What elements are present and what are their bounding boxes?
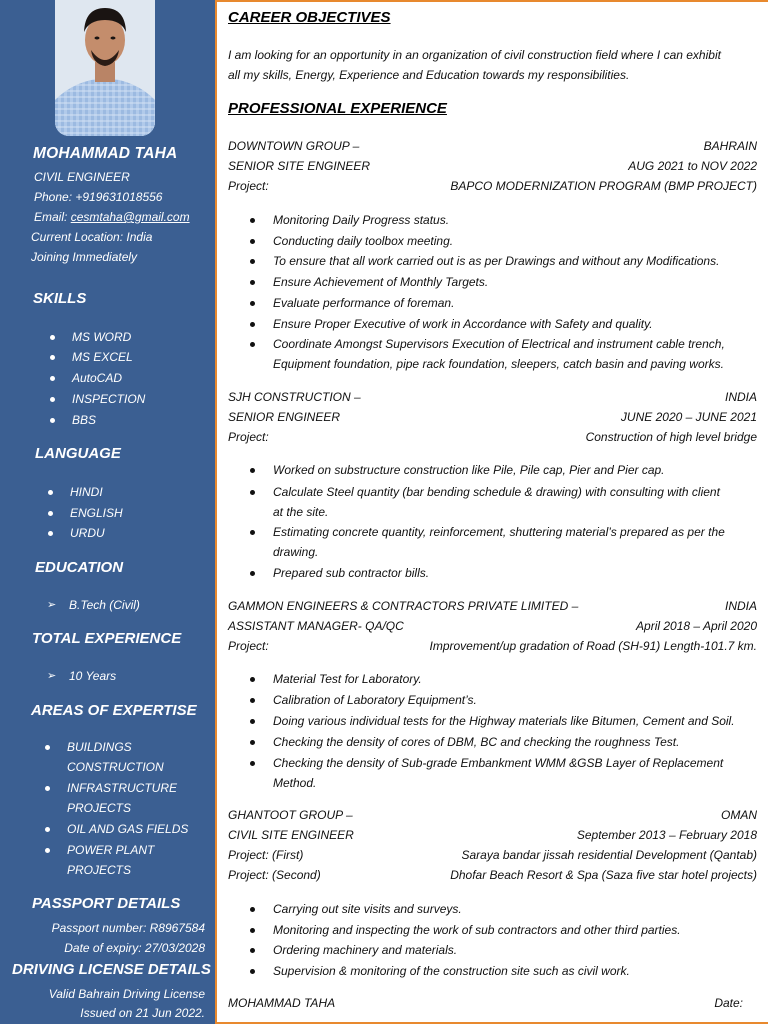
job-country: INDIA xyxy=(724,599,757,613)
job-role: CIVIL SITE ENGINEER xyxy=(228,828,354,842)
bullet-icon xyxy=(48,531,53,536)
license-heading: DRIVING LICENSE DETAILS xyxy=(12,961,211,978)
job-role-row xyxy=(228,156,757,176)
expertise-heading: AREAS OF EXPERTISE xyxy=(31,702,197,719)
license-line-1: Valid Bahrain Driving License xyxy=(48,987,205,1001)
list-item: Evaluate performance of foreman. xyxy=(250,293,752,313)
job-role-row xyxy=(228,616,757,636)
bullet-icon xyxy=(250,907,255,912)
expertise-item-cont: PROJECTS xyxy=(67,801,132,815)
bullet-icon xyxy=(250,740,255,745)
bullet-icon xyxy=(50,418,55,423)
bullet-icon xyxy=(250,322,255,327)
bullet-icon xyxy=(50,355,55,360)
list-item: Carrying out site visits and surveys. xyxy=(250,899,752,919)
project-label: Project: xyxy=(228,430,269,444)
current-location: Current Location: India xyxy=(31,230,153,244)
bullet-icon xyxy=(250,948,255,953)
bullet-icon xyxy=(250,218,255,223)
job-title: CIVIL ENGINEER xyxy=(34,170,130,184)
education-heading: EDUCATION xyxy=(35,559,124,576)
job-role-row xyxy=(228,407,757,427)
list-item: Monitoring Daily Progress status. xyxy=(250,210,752,230)
arrow-bullet-icon: ➢ xyxy=(47,670,57,682)
job-dates: JUNE 2020 – JUNE 2021 xyxy=(620,410,757,424)
candidate-name: MOHAMMAD TAHA xyxy=(33,145,178,162)
job-project-row xyxy=(228,865,757,885)
bullet-icon xyxy=(45,848,50,853)
career-objectives-line-1: I am looking for an opportunity in an organization of civil construction field where I can exhibit xyxy=(228,48,721,62)
email-label: Email: xyxy=(34,210,71,224)
bullet-icon xyxy=(250,468,255,473)
job-header-row xyxy=(228,136,757,156)
main-content xyxy=(215,0,768,1024)
bullet-icon xyxy=(250,571,255,576)
bullet-icon xyxy=(250,530,255,535)
sidebar: MOHAMMAD TAHA CIVIL ENGINEER Phone: +919631018556 Email: cesmtaha@gmail.com Current Location: India Joining Immediately SKILLS MS WORD MS EXCEL AutoCAD INSPECTION BBS LANGUAGE HINDI ENGLISH URDU EDUCATION ➢ B.Tech (Civil) TOTAL EXPERIENCE ➢ 10 Years AREAS OF EXPERTISE BUILDINGS CONSTRUCTION INFRASTRUCTURE PROJECTS OIL AND GAS FIELDS POWER PLANT PROJECTS PASSPORT DETAILS Passport number: R8967584 Date of expiry: 27/03/2028 DRIVING LICENSE DETAILS Valid Bahrain Driving License Issued on 21 Jun 2022. xyxy=(0,0,215,1024)
bullet-icon xyxy=(250,969,255,974)
job-project-row xyxy=(228,176,757,196)
list-item: Conducting daily toolbox meeting. xyxy=(250,231,752,251)
profile-photo xyxy=(55,0,155,136)
job-header-row xyxy=(228,805,757,825)
bullet-icon xyxy=(250,928,255,933)
job-project-row xyxy=(228,427,757,447)
email-line xyxy=(34,210,190,224)
bullet-icon xyxy=(250,342,255,347)
list-item: Checking the density of Sub-grade Embankment WMM &GSB Layer of Replacement Method. xyxy=(250,753,752,793)
bullet-icon xyxy=(48,511,53,516)
company-name: GAMMON ENGINEERS & CONTRACTORS PRIVATE LIMITED – xyxy=(228,599,579,613)
job-header-row xyxy=(228,387,757,407)
project-name: BAPCO MODERNIZATION PROGRAM (BMP PROJECT) xyxy=(450,179,757,193)
joining-status: Joining Immediately xyxy=(31,250,138,264)
job-role: ASSISTANT MANAGER- QA/QC xyxy=(228,619,404,633)
bullet-icon xyxy=(250,698,255,703)
job-country: INDIA xyxy=(724,390,757,404)
project-name: Construction of high level bridge xyxy=(585,430,757,444)
list-item: Estimating concrete quantity, reinforcement, shuttering material’s prepared as per the drawing. xyxy=(250,522,752,562)
list-item: Supervision & monitoring of the construction site such as civil work. xyxy=(250,961,752,981)
passport-expiry: Date of expiry: 27/03/2028 xyxy=(64,941,205,955)
list-item: Coordinate Amongst Supervisors Execution of Electrical and instrument cable trench, Equipment foundation, pipe rack foundation, sleepers, catch basin and paving works. xyxy=(250,334,752,374)
bullet-icon xyxy=(50,397,55,402)
project-label: Project: (Second) xyxy=(228,868,321,882)
project-name: Dhofar Beach Resort & Spa (Saza five star hotel projects) xyxy=(450,868,757,882)
list-item: Calibration of Laboratory Equipment’s. xyxy=(250,690,752,710)
job-dates: April 2018 – April 2020 xyxy=(636,619,757,633)
job-role: SENIOR SITE ENGINEER xyxy=(228,159,371,173)
expertise-item-cont: CONSTRUCTION xyxy=(67,760,164,774)
total-experience-heading: TOTAL EXPERIENCE xyxy=(32,630,182,647)
date-label: Date: xyxy=(714,996,743,1010)
list-item: Ensure Achievement of Monthly Targets. xyxy=(250,272,752,292)
bullet-icon xyxy=(50,335,55,340)
license-line-2: Issued on 21 Jun 2022. xyxy=(80,1006,205,1020)
job-country: BAHRAIN xyxy=(703,139,757,153)
job-role: SENIOR ENGINEER xyxy=(228,410,341,424)
job-country: OMAN xyxy=(721,808,757,822)
project-label: Project: (First) xyxy=(228,848,304,862)
list-item: Doing various individual tests for the Highway materials like Bitumen, Cement and Soil. xyxy=(250,711,752,731)
list-item: Material Test for Laboratory. xyxy=(250,669,752,689)
job-project-row xyxy=(228,636,757,656)
company-name: SJH CONSTRUCTION – xyxy=(228,390,361,404)
bullet-icon xyxy=(45,827,50,832)
project-label: Project: xyxy=(228,639,269,653)
skills-heading: SKILLS xyxy=(33,290,87,307)
language-heading: LANGUAGE xyxy=(35,445,121,462)
bullet-icon xyxy=(250,677,255,682)
passport-heading: PASSPORT DETAILS xyxy=(32,895,181,912)
job-dates: AUG 2021 to NOV 2022 xyxy=(628,159,757,173)
list-item: Calculate Steel quantity (bar bending schedule & drawing) with consulting with client at the site. xyxy=(250,482,752,522)
list-item: Ordering machinery and materials. xyxy=(250,940,752,960)
bullet-icon xyxy=(250,280,255,285)
list-item: Checking the density of cores of DBM, BC and checking the roughness Test. xyxy=(250,732,752,752)
list-item: To ensure that all work carried out is as per Drawings and without any Modifications. xyxy=(250,251,752,271)
phone-number: Phone: +919631018556 xyxy=(34,190,163,204)
project-label: Project: xyxy=(228,179,269,193)
expertise-item-cont: PROJECTS xyxy=(67,863,132,877)
company-name: DOWNTOWN GROUP – xyxy=(228,139,360,153)
project-name: Saraya bandar jissah residential Development (Qantab) xyxy=(461,848,757,862)
bullet-icon xyxy=(250,490,255,495)
project-name: Improvement/up gradation of Road (SH-91) Length-101.7 km. xyxy=(429,639,757,653)
bullet-icon xyxy=(45,786,50,791)
bullet-icon xyxy=(250,301,255,306)
company-name: GHANTOOT GROUP – xyxy=(228,808,353,822)
list-item: Monitoring and inspecting the work of sub contractors and other third parties. xyxy=(250,920,752,940)
job-dates: September 2013 – February 2018 xyxy=(576,828,757,842)
bullet-icon xyxy=(250,719,255,724)
career-objectives-heading: CAREER OBJECTIVES xyxy=(228,9,391,26)
bullet-icon xyxy=(48,490,53,495)
arrow-bullet-icon: ➢ xyxy=(47,599,57,611)
passport-number: Passport number: R8967584 xyxy=(51,921,205,935)
signature-row xyxy=(228,993,757,1013)
bullet-icon xyxy=(250,239,255,244)
bullet-icon xyxy=(250,259,255,264)
job-role-row xyxy=(228,825,757,845)
bullet-icon xyxy=(50,376,55,381)
list-item: Prepared sub contractor bills. xyxy=(250,563,752,583)
signature-name: MOHAMMAD TAHA xyxy=(228,996,336,1010)
list-item: Worked on substructure construction like Pile, Pile cap, Pier and Pier cap. xyxy=(250,460,752,480)
job-project-row xyxy=(228,845,757,865)
bullet-icon xyxy=(45,745,50,750)
bullet-icon xyxy=(250,761,255,766)
list-item: Ensure Proper Executive of work in Accordance with Safety and quality. xyxy=(250,314,752,334)
professional-experience-heading: PROFESSIONAL EXPERIENCE xyxy=(228,100,447,117)
career-objectives-line-2: all my skills, Energy, Experience and Education towards my responsibilities. xyxy=(228,68,630,82)
job-header-row xyxy=(228,596,757,616)
email-link[interactable]: cesmtaha@gmail.com xyxy=(70,210,190,224)
